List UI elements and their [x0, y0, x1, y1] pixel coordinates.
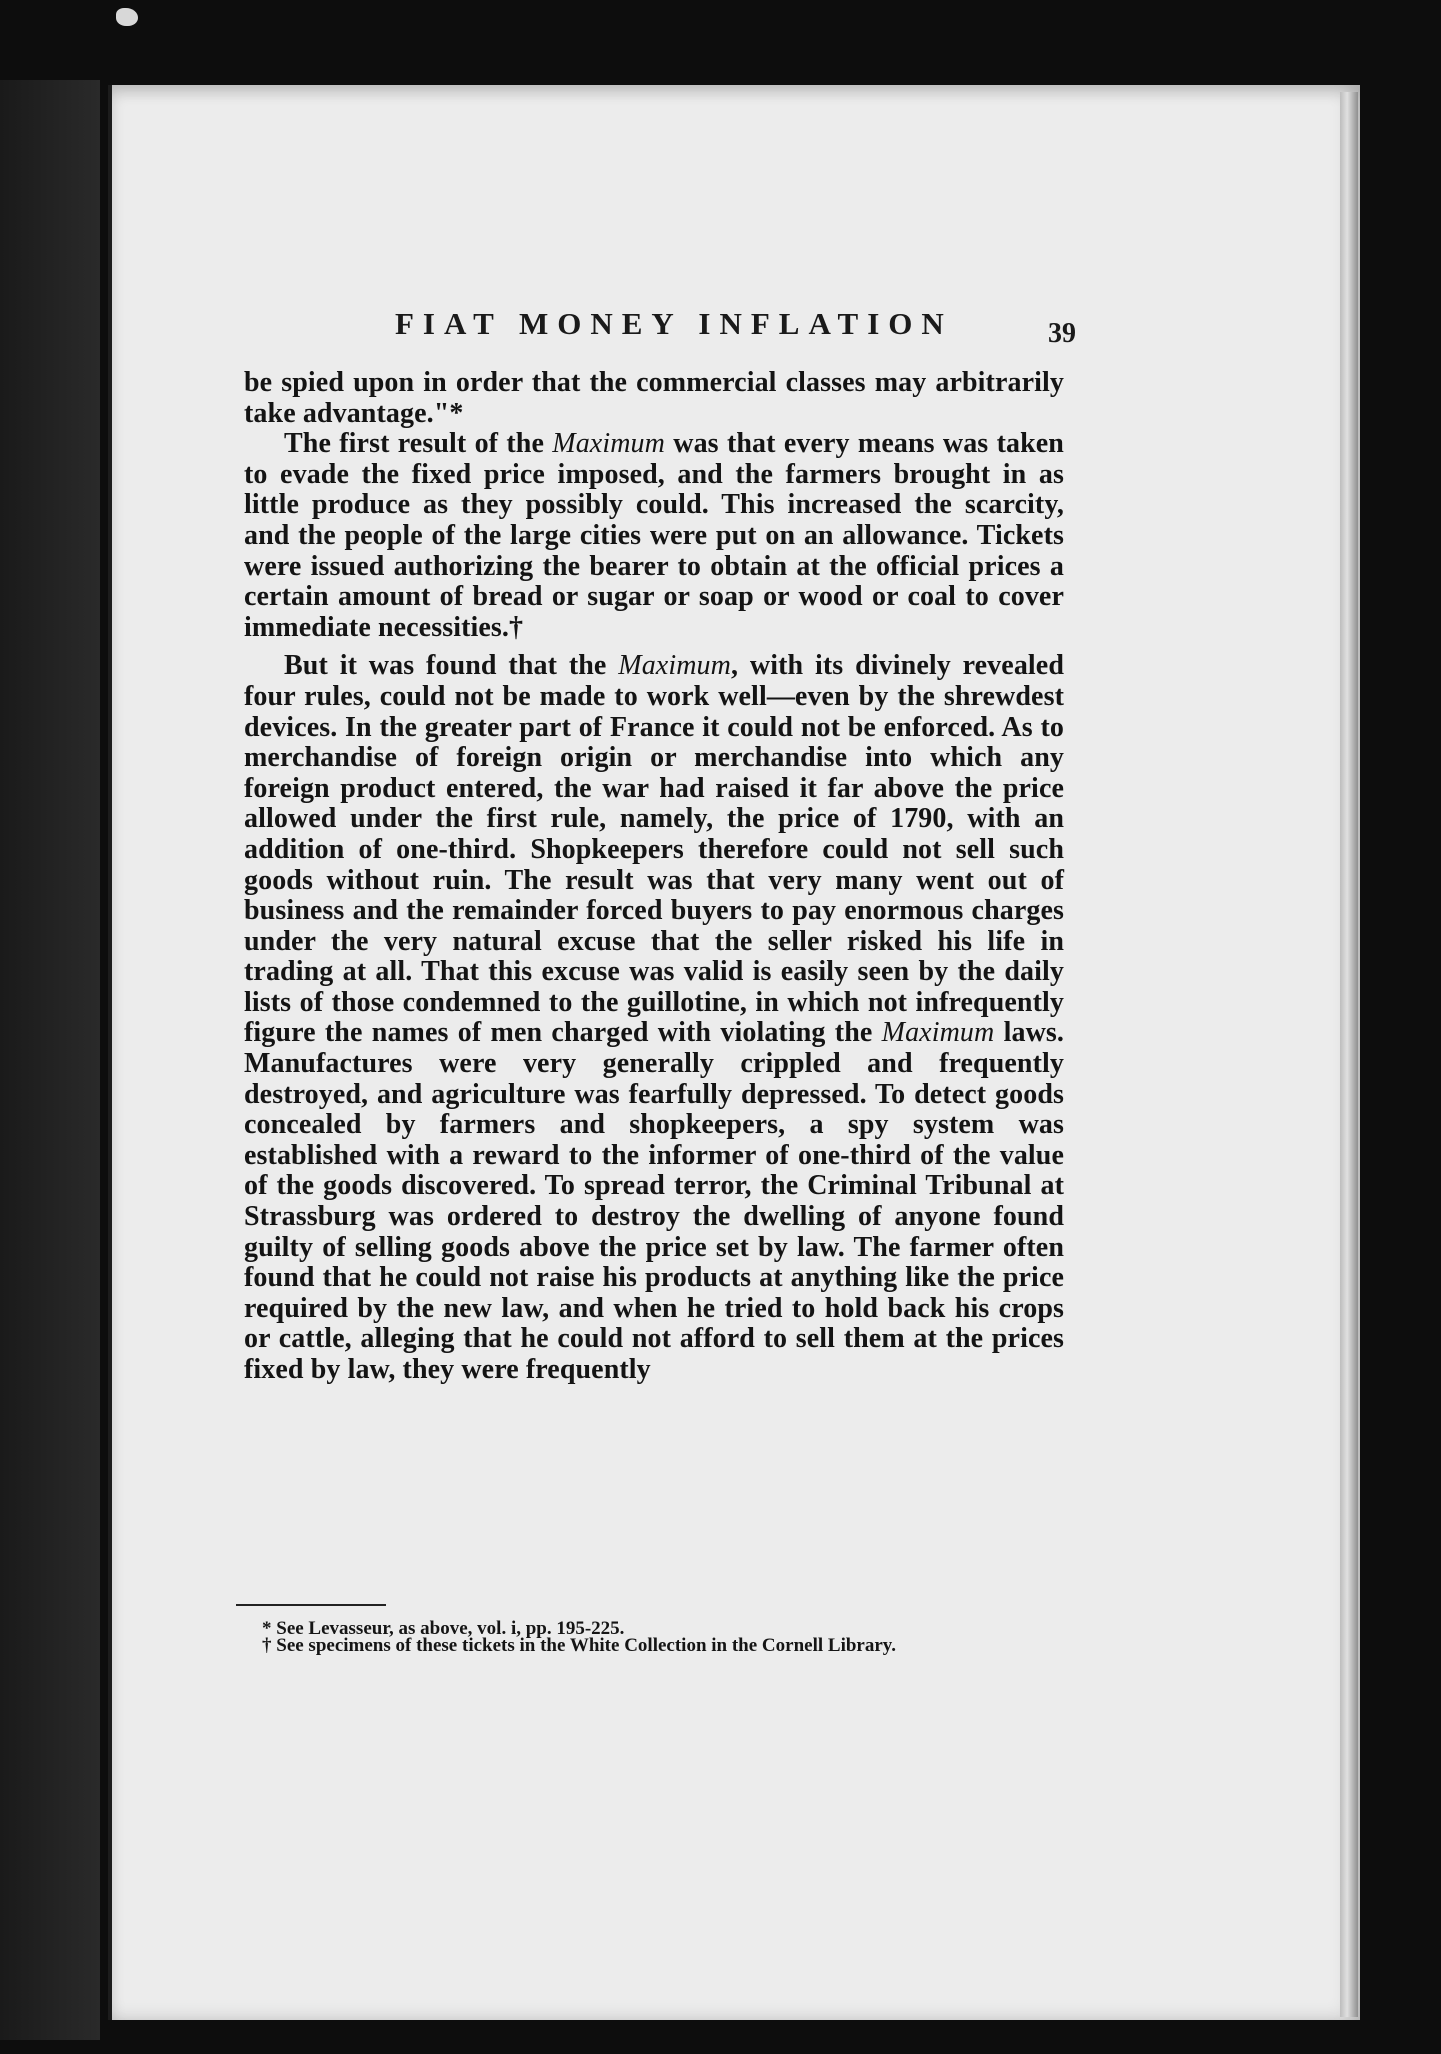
italic-term: Maximum — [618, 650, 731, 682]
paragraph-1: be spied upon in order that the commercial classes may arbitrarily take advantage."* — [244, 367, 1064, 429]
body-text — [244, 368, 1064, 1386]
footnote-2: † See specimens of these tickets in the White Collection in the Cornell Library. — [262, 1635, 896, 1656]
paragraph-2: The first result of the Maximum was that every means was taken to evade the fixed price imposed, and the farmers brought in as little produce as they possibly could. This increased the scarcity, and the people of the large cities were put on an allowance. Tickets were issued authorizing the bearer to obtain at the official prices a certain amount of bread or sugar or soap or wood or coal to cover immediate necessities.† — [244, 428, 1064, 643]
italic-term: Maximum — [881, 1017, 995, 1049]
footnotes — [226, 1620, 1066, 1654]
scan-background-left — [0, 80, 100, 2040]
page-edge-shadow — [1340, 92, 1358, 2017]
scan-artifact — [116, 8, 138, 26]
footnote-rule — [236, 1604, 386, 1606]
italic-term: Maximum — [552, 428, 665, 460]
footnote-1: * See Levasseur, as above, vol. i, pp. 195-225. — [262, 1618, 625, 1639]
page-number: 39 — [1048, 318, 1076, 349]
running-title: FIAT MONEY INFLATION — [395, 306, 953, 341]
paragraph-3: But it was found that the Maximum, with its divinely revealed four rules, could not be made to work well—even by the shrewdest devices. In the greater part of France it could not be enforced. As to merchandise of foreign origin or merchandise into which any foreign product entered, the war had raised it far above the price allowed under the first rule, namely, the price of 1790, with an addition of one-third. Shopkeepers therefore could not sell such goods without ruin. The result was that very many went out of business and the remainder forced buyers to pay enormous charges under the very natural excuse that the seller risked his life in trading at all. That this excuse was valid is easily seen by the daily lists of those condemned to the guillotine, in which not infrequently figure the names of men charged with violating the Maximum laws. Manufactures were very generally crippled and frequently destroyed, and agriculture was fearfully depressed. To detect goods concealed by farmers and shopkeepers, a spy system was established with a reward to the informer of one-third of the value of the goods discovered. To spread terror, the Criminal Tribunal at Strassburg was ordered to destroy the dwelling of anyone found guilty of selling goods above the price set by law. The farmer often found that he could not raise his products at anything like the price required by the new law, and when he tried to hold back his crops or cattle, alleging that he could not afford to sell them at the prices fixed by law, they were frequently — [244, 650, 1065, 1385]
